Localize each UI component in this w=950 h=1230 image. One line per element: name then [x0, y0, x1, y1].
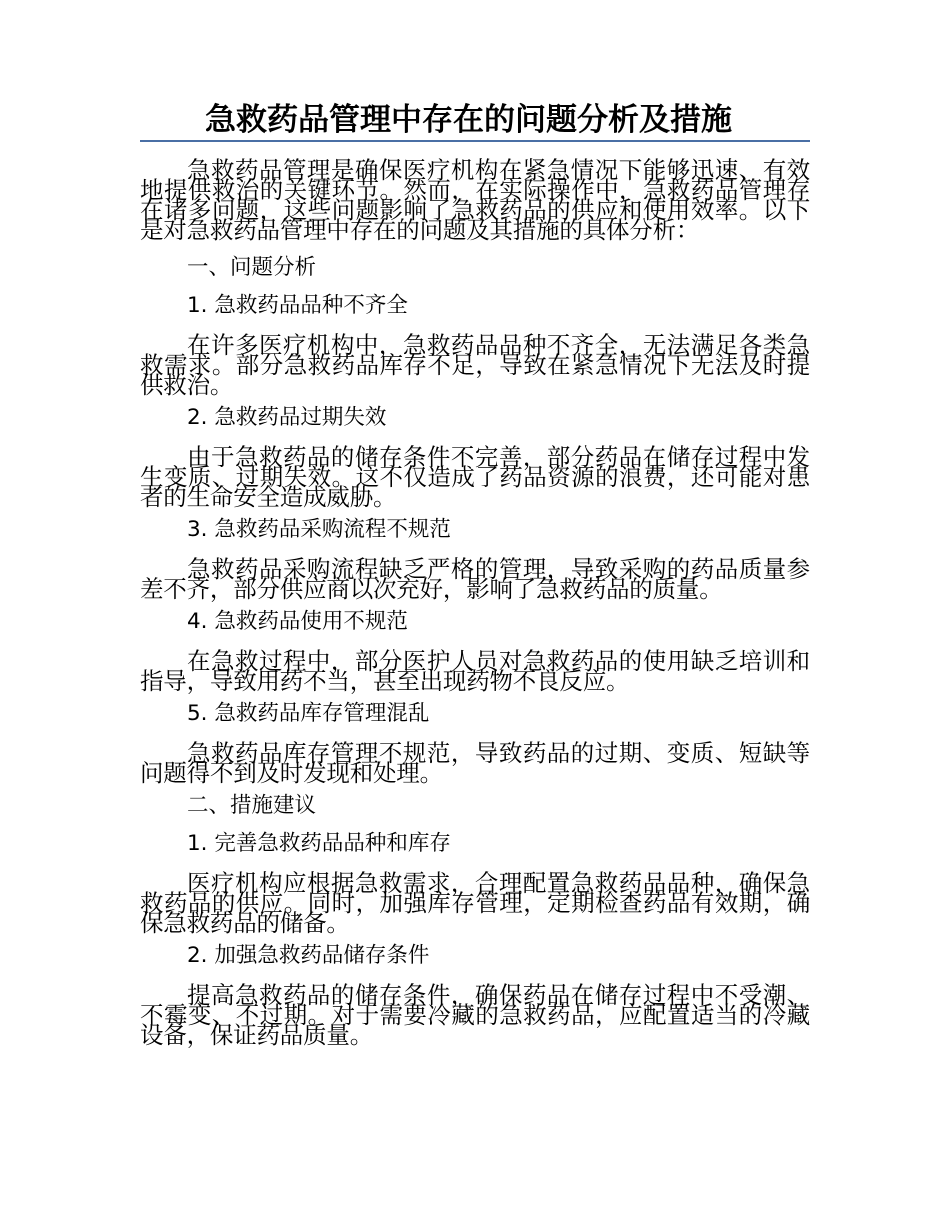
item-heading: 2. 加强急救药品储存条件: [187, 943, 430, 968]
intro-paragraph: 急救药品管理是确保医疗机构在紧急情况下能够迅速、有效地提供救治的关键环节。然而，在实际操作中，急救药品管理存在诸多问题，这些问题影响了急救药品的供应和使用效率。以下是对急救药品管理中存在的问题及其措施的具体分析：: [140, 156, 810, 244]
document-title: 急救药品管理中存在的问题分析及措施: [140, 100, 810, 142]
item-heading: 4. 急救药品使用不规范: [187, 609, 408, 634]
item-heading: 2. 急救药品过期失效: [187, 405, 387, 430]
item-heading: 1. 急救药品品种不齐全: [187, 293, 408, 318]
item-heading: 1. 完善急救药品品种和库存: [187, 831, 451, 856]
item-paragraph: 由于急救药品的储存条件不完善，部分药品在储存过程中发生变质、过期失效。这不仅造成了药品资源的浪费，还可能对患者的生命安全造成威胁。: [140, 443, 810, 511]
item-heading: 5. 急救药品库存管理混乱: [187, 701, 430, 726]
item-paragraph: 急救药品库存管理不规范，导致药品的过期、变质、短缺等问题得不到及时发现和处理。: [140, 739, 810, 787]
item-paragraph: 在许多医疗机构中，急救药品品种不齐全，无法满足各类急救需求。部分急救药品库存不足，导致在紧急情况下无法及时提供救治。: [140, 331, 810, 399]
section-heading-problems: 一、问题分析: [187, 255, 317, 280]
item-paragraph: 提高急救药品的储存条件，确保药品在储存过程中不受潮、不霉变、不过期。对于需要冷藏的急救药品，应配置适当的冷藏设备，保证药品质量。: [140, 981, 810, 1049]
document-page: [140, 100, 810, 1049]
item-heading: 3. 急救药品采购流程不规范: [187, 517, 451, 542]
item-paragraph: 在急救过程中，部分医护人员对急救药品的使用缺乏培训和指导，导致用药不当，甚至出现药物不良反应。: [140, 647, 810, 695]
section-heading-measures: 二、措施建议: [187, 793, 317, 818]
item-paragraph: 急救药品采购流程缺乏严格的管理，导致采购的药品质量参差不齐，部分供应商以次充好，影响了急救药品的质量。: [140, 555, 810, 603]
item-paragraph: 医疗机构应根据急救需求，合理配置急救药品品种，确保急救药品的供应。同时，加强库存管理，定期检查药品有效期，确保急救药品的储备。: [140, 869, 810, 937]
